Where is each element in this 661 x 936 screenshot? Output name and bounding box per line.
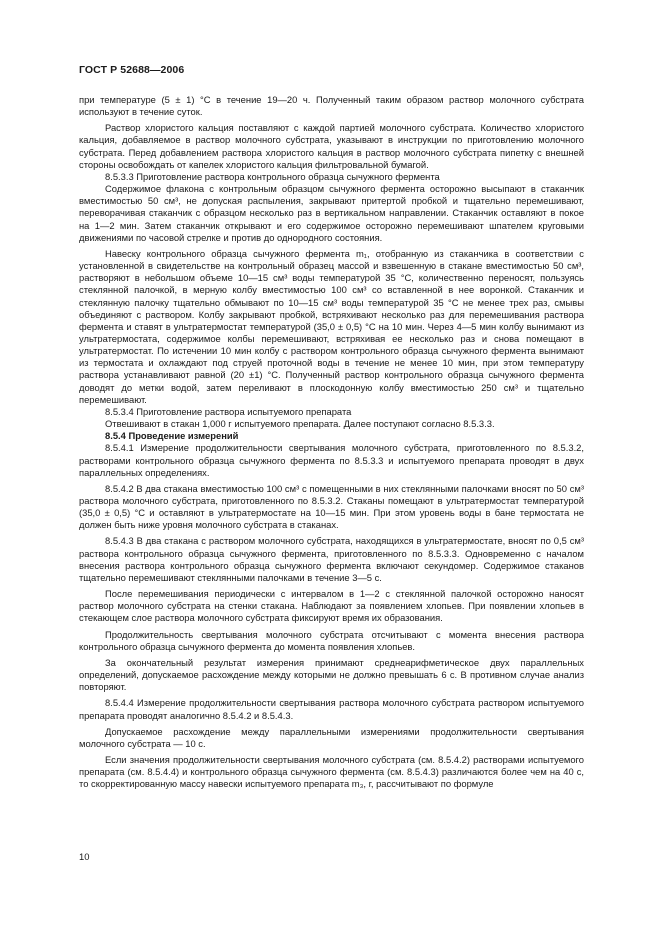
paragraph: Если значения продолжительности свертывания молочного субстрата (см. 8.5.4.2) растворами испытуемого препарата (см. 8.5.4.4) и контрольного образца сычужного фермента (см. 8.5.4.3) различаются более чем на 40 с, то скорректированную массу навески испытуемого препарата m₃, г, рассчитывают по формуле xyxy=(79,753,584,790)
paragraph: Содержимое флакона с контрольным образцом сычужного фермента осторожно высыпают в стаканчик вместимостью 50 см³, не допуская распыления, закрывают притертой пробкой и тщательно перемешивают, переворачивая стаканчик с образцом несколько раз в вертикальном направлении. Стаканчик оставляют в покое на 1—2 мин. Затем стаканчик открывают и его содержимое осторожно перемешивают шпателем круговыми движениями по часовой стрелке и против до однородного состояния. xyxy=(79,183,584,243)
section-heading: 8.5.3.4 Приготовление раствора испытуемого препарата xyxy=(105,405,352,417)
paragraph: 8.5.4.4 Измерение продолжительности свертывания раствора молочного субстрата раствором испытуемого препарата проводят аналогично 8.5.4.2 и 8.5.4.3. xyxy=(79,697,584,721)
section-heading xyxy=(79,430,584,442)
paragraph: Раствор хлористого кальция поставляют с каждой партией молочного субстрата. Количество хлористого кальция, добавляемое в раствор молочного субстрата, указывают в инструкции по приготовлению молочного субстрата. Перед добавлением раствора хлористого кальция в раствор молочного субстрата пипетку с внешней стороны освобождать от капелек хлористого кальция фильтровальной бумагой. xyxy=(79,122,584,170)
paragraph: 8.5.4.2 В два стакана вместимостью 100 см³ с помещенными в них стеклянными палочками вносят по 50 см³ раствора молочного субстрата, приготовленного по 8.5.3.2. Стаканы помещают в ультратермостат температурой (35,0 ± 0,5) °С и оставляют в ультратермостате на 10—15 мин. При этом уровень воды в бане термостата не должен быть ниже уровня молочного субстрата в стаканах. xyxy=(79,482,584,531)
paragraph: 8.5.4.1 Измерение продолжительности свертывания молочного субстрата, приготовленного по 8.5.3.2, растворами контрольного образца сычужного фермента по 8.5.3.3 и испытуемого препарата проводят в двух параллельных определениях. xyxy=(79,442,584,478)
paragraph: Навеску контрольного образца сычужного фермента m₁, отобранную из стаканчика в соответствии с установленной в свидетельстве на контрольный образец массой и взвешенную в стакане вместимостью 50 см³, растворяют в небольшом объеме 10—15 см³ воды температурой 35 °С, количественно переносят, пользуясь стеклянной палочкой, в мерную колбу вместимостью 100 см³ со вставленной в нее воронкой. Стаканчик и стеклянную палочку тщательно обмывают по 10—15 см³ воды температурой 35 °С не менее трех раз, смывы объединяют с раствором. Колбу закрывают пробкой, встряхивают несколько раз для перемешивания раствора фермента и ставят в ультратермостат температурой (35,0 ± 0,5) °С на 10 мин. Через 4—5 мин колбу вынимают из ультратермостата, содержимое колбы перемешивают, встряхивая ее несколько раз и снова помещают в ультратермостат. По истечении 10 мин колбу с раствором контрольного образца сычужного фермента вынимают из термостата и охлаждают под струей проточной воды в течение не менее 10 мин, при этом температуру раствора устанавливают равной (20 ±1) °С. Полученный раствор контрольного образца сычужного фермента доводят до метки водой, затем переливают в плоскодонную колбу вместимостью 250 см³ и тщательно перемешивают. xyxy=(79,247,584,405)
paragraph: Допускаемое расхождение между параллельными измерениями продолжительности свертывания молочного субстрата — 10 с. xyxy=(79,725,584,749)
section-heading: 8.5.3.3 Приготовление раствора контрольного образца сычужного фермента xyxy=(105,170,440,182)
paragraph: 8.5.4.3 В два стакана с раствором молочного субстрата, находящихся в ультратермостате, вносят по 0,5 см³ раствора контрольного образца сычужного фермента, приготовленного по 8.5.3.3. Одновременно с началом внесения раствора контрольного образца сычужного фермента включают секундомер. Содержимое стаканов тщательно перемешивают стеклянными палочками в течение 3—5 с. xyxy=(79,535,584,583)
document-header: ГОСТ Р 52688—2006 xyxy=(79,64,185,76)
paragraph: За окончательный результат измерения принимают среднеарифметическое двух параллельных определений, допускаемое расхождение между которыми не должно превышать 6 с. В противном случае анализ повторяют. xyxy=(79,656,584,693)
page-number: 10 xyxy=(79,851,90,862)
paragraph: Продолжительность свертывания молочного субстрата отсчитывают с момента внесения раствора контрольного образца сычужного фермента до момента появления хлопьев. xyxy=(79,628,584,652)
paragraph: После перемешивания периодически с интервалом в 1—2 с стеклянной палочкой осторожно наносят раствор молочного субстрата на стенки стакана. Наблюдают за появлением хлопьев. При появлении хлопьев в стекающем слое раствора молочного субстрата фиксируют время их образования. xyxy=(79,588,584,624)
document-body xyxy=(79,94,584,790)
section-heading-bold: 8.5.4 Проведение измерений xyxy=(105,430,239,442)
paragraph: при температуре (5 ± 1) °С в течение 19—20 ч. Полученный таким образом раствор молочного субстрата используют в течение суток. xyxy=(79,94,584,118)
paragraph: Отвешивают в стакан 1,000 г испытуемого препарата. Далее поступают согласно 8.5.3.3. xyxy=(105,418,495,430)
